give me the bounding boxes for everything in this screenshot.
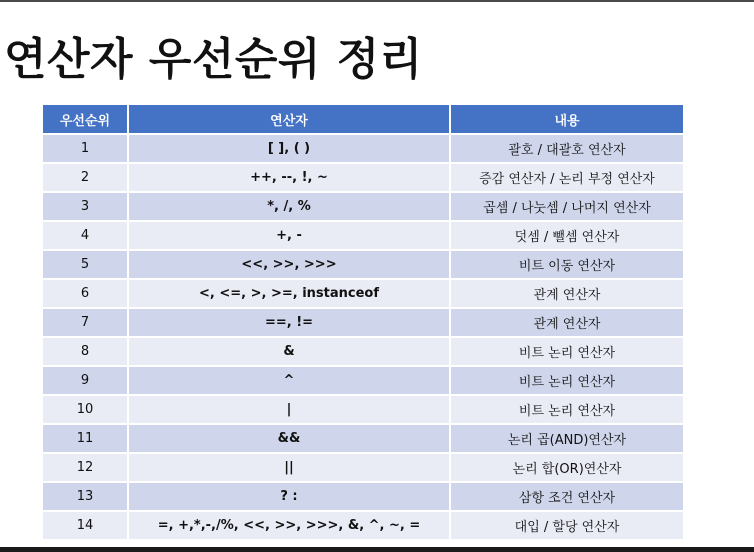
rank-cell: 8 bbox=[43, 337, 128, 366]
operator-cell: ^ bbox=[128, 366, 450, 395]
table-row bbox=[43, 192, 683, 221]
operator-cell: <<, >>, >>> bbox=[128, 250, 450, 279]
operator-cell: ++, --, !, ~ bbox=[128, 163, 450, 192]
table-row bbox=[43, 337, 683, 366]
table-row bbox=[43, 134, 683, 163]
table-row bbox=[43, 395, 683, 424]
description-cell: 관계 연산자 bbox=[450, 279, 683, 308]
operator-cell: <, <=, >, >=, instanceof bbox=[128, 279, 450, 308]
table-row bbox=[43, 511, 683, 539]
top-border bbox=[0, 0, 754, 2]
description-cell: 비트 논리 연산자 bbox=[450, 395, 683, 424]
description-cell: 괄호 / 대괄호 연산자 bbox=[450, 134, 683, 163]
description-cell: 대입 / 할당 연산자 bbox=[450, 511, 683, 539]
table-row bbox=[43, 221, 683, 250]
header-description: 내용 bbox=[450, 105, 683, 134]
operator-cell: +, - bbox=[128, 221, 450, 250]
operator-cell: & bbox=[128, 337, 450, 366]
rank-cell: 11 bbox=[43, 424, 128, 453]
rank-cell: 12 bbox=[43, 453, 128, 482]
description-cell: 삼항 조건 연산자 bbox=[450, 482, 683, 511]
header-rank: 우선순위 bbox=[43, 105, 128, 134]
rank-cell: 14 bbox=[43, 511, 128, 539]
table-row bbox=[43, 250, 683, 279]
rank-cell: 5 bbox=[43, 250, 128, 279]
description-cell: 논리 곱(AND)연산자 bbox=[450, 424, 683, 453]
table-row bbox=[43, 424, 683, 453]
rank-cell: 10 bbox=[43, 395, 128, 424]
description-cell: 비트 논리 연산자 bbox=[450, 366, 683, 395]
rank-cell: 13 bbox=[43, 482, 128, 511]
rank-cell: 7 bbox=[43, 308, 128, 337]
operator-cell: *, /, % bbox=[128, 192, 450, 221]
rank-cell: 3 bbox=[43, 192, 128, 221]
rank-cell: 2 bbox=[43, 163, 128, 192]
rank-cell: 9 bbox=[43, 366, 128, 395]
table-row bbox=[43, 279, 683, 308]
table-row bbox=[43, 308, 683, 337]
rank-cell: 1 bbox=[43, 134, 128, 163]
page-title: 연산자 우선순위 정리 bbox=[4, 34, 423, 85]
description-cell: 관계 연산자 bbox=[450, 308, 683, 337]
description-cell: 비트 논리 연산자 bbox=[450, 337, 683, 366]
operator-cell: [ ], ( ) bbox=[128, 134, 450, 163]
operator-cell: =, +,*,-,/%, <<, >>, >>>, &, ^, ~, = bbox=[128, 511, 450, 539]
operator-cell: ? : bbox=[128, 482, 450, 511]
operator-cell: && bbox=[128, 424, 450, 453]
operator-precedence-table bbox=[43, 105, 683, 539]
table-row bbox=[43, 163, 683, 192]
description-cell: 증감 연산자 / 논리 부정 연산자 bbox=[450, 163, 683, 192]
description-cell: 논리 합(OR)연산자 bbox=[450, 453, 683, 482]
description-cell: 비트 이동 연산자 bbox=[450, 250, 683, 279]
header-operator: 연산자 bbox=[128, 105, 450, 134]
description-cell: 덧셈 / 뺄셈 연산자 bbox=[450, 221, 683, 250]
table-row bbox=[43, 366, 683, 395]
table-row bbox=[43, 453, 683, 482]
description-cell: 곱셈 / 나눗셈 / 나머지 연산자 bbox=[450, 192, 683, 221]
operator-cell: ==, != bbox=[128, 308, 450, 337]
operator-cell: || bbox=[128, 453, 450, 482]
rank-cell: 4 bbox=[43, 221, 128, 250]
table-row bbox=[43, 482, 683, 511]
operator-cell: | bbox=[128, 395, 450, 424]
table-header-row bbox=[43, 105, 683, 134]
rank-cell: 6 bbox=[43, 279, 128, 308]
bottom-border bbox=[0, 547, 754, 552]
